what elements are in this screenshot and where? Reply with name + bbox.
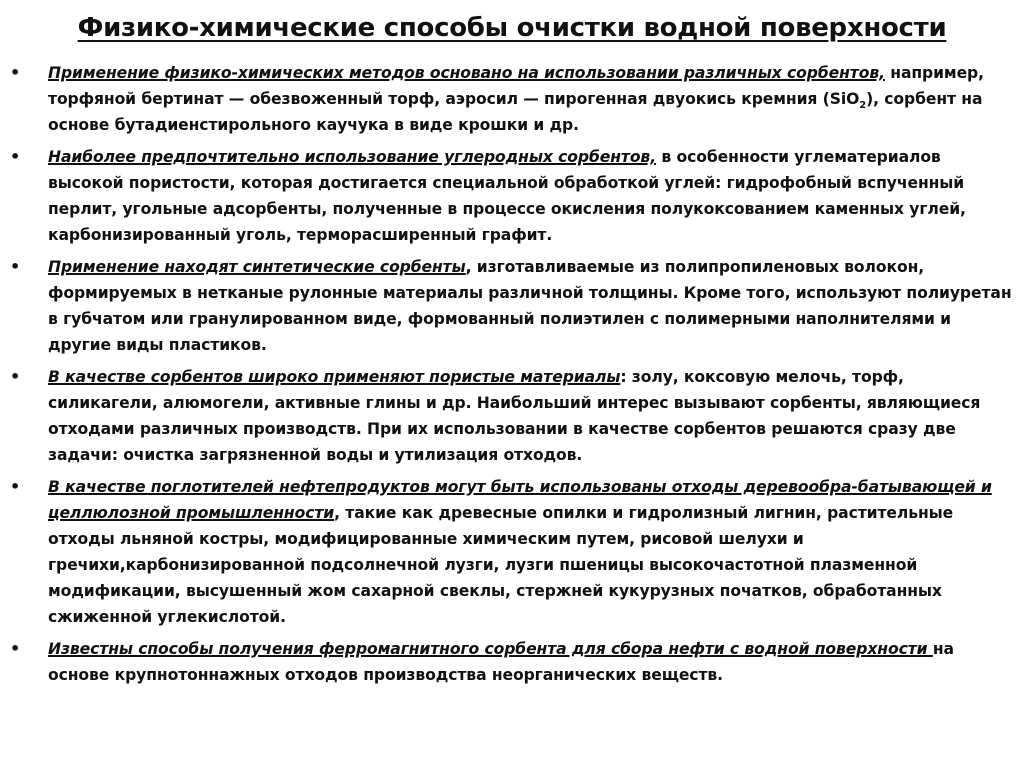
bullet-lead: Наиболее предпочтительно использование углеродных сорбентов, [48,148,657,166]
bullet-item [8,254,1012,358]
bullet-dot-icon: • [10,257,21,276]
bullet-text: , такие как древесные опилки и гидролизный лигнин, растительные отходы льняной костры, модифицированные химическим путем, рисовой шелухи и гречихи,карбонизированной подсолнечной лузги, лузги пшеницы высокочастотной плазменной модификации, высушенный жом сахарной свеклы, стержней кукурузных початков, обработанных сжиженной углекислотой. [48,504,954,626]
bullet-dot-icon: • [10,639,21,658]
bullet-lead: В качестве сорбентов широко применяют пористые материалы [48,368,621,386]
bullet-text: , изготавливаемые из полипропиленовых волокон, формируемых в нетканые рулонные материалы различной толщины. Кроме того, используют полиуретан в губчатом или гранулированном виде, формованный полиэтилен с полимерными наполнителями и другие виды пластиков. [48,258,1012,354]
bullet-text: : золу, коксовую мелочь, торф, силикагели, алюмогели, активные глины и др. Наибольший интерес вызывают сорбенты, являющиеся отходами различных производств. При их использовании в качестве сорбентов решаются сразу две задачи: очистка загрязненной воды и утилизация отходов. [48,368,981,464]
bullet-list [8,60,1012,694]
bullet-lead: Применение физико-химических методов основано на использовании различных сорбентов, [48,64,885,82]
bullet-item [8,364,1012,468]
bullet-item [8,144,1012,248]
bullet-item [8,60,1012,138]
bullet-dot-icon: • [10,477,21,496]
bullet-lead: В качестве поглотителей нефтепродуктов могут быть использованы отходы деревообра-батывающей и целлюлозной промышленности [48,478,992,522]
bullet-text-end: ), сорбент на основе бутадиенстирольного каучука в виде крошки и др. [48,90,983,134]
bullet-dot-icon: • [10,63,21,82]
bullet-text: например, торфяной бертинат — обезвоженный торф, аэросил — пирогенная двуокись кремния (SiO [48,64,984,108]
bullet-lead: Применение находят синтетические сорбенты [48,258,466,276]
bullet-text: на основе крупнотоннажных отходов производства неорганических веществ. [48,640,954,684]
slide-title: Физико-химические способы очистки водной поверхности [77,13,947,43]
bullet-item [8,474,1012,630]
bullet-lead: Известны способы получения ферромагнитного сорбента для сбора нефти с водной поверхности [48,640,933,658]
bullet-text: в особенности углематериалов высокой пористости, которая достигается специальной обработкой углей: гидрофобный вспученный перлит, угольные адсорбенты, полученные в процессе окисления полукоксованием каменных углей, карбонизированный уголь, терморасширенный графит. [48,148,966,244]
subscript: 2 [859,100,867,112]
bullet-dot-icon: • [10,367,21,386]
bullet-dot-icon: • [10,147,21,166]
bullet-item [8,636,1012,688]
